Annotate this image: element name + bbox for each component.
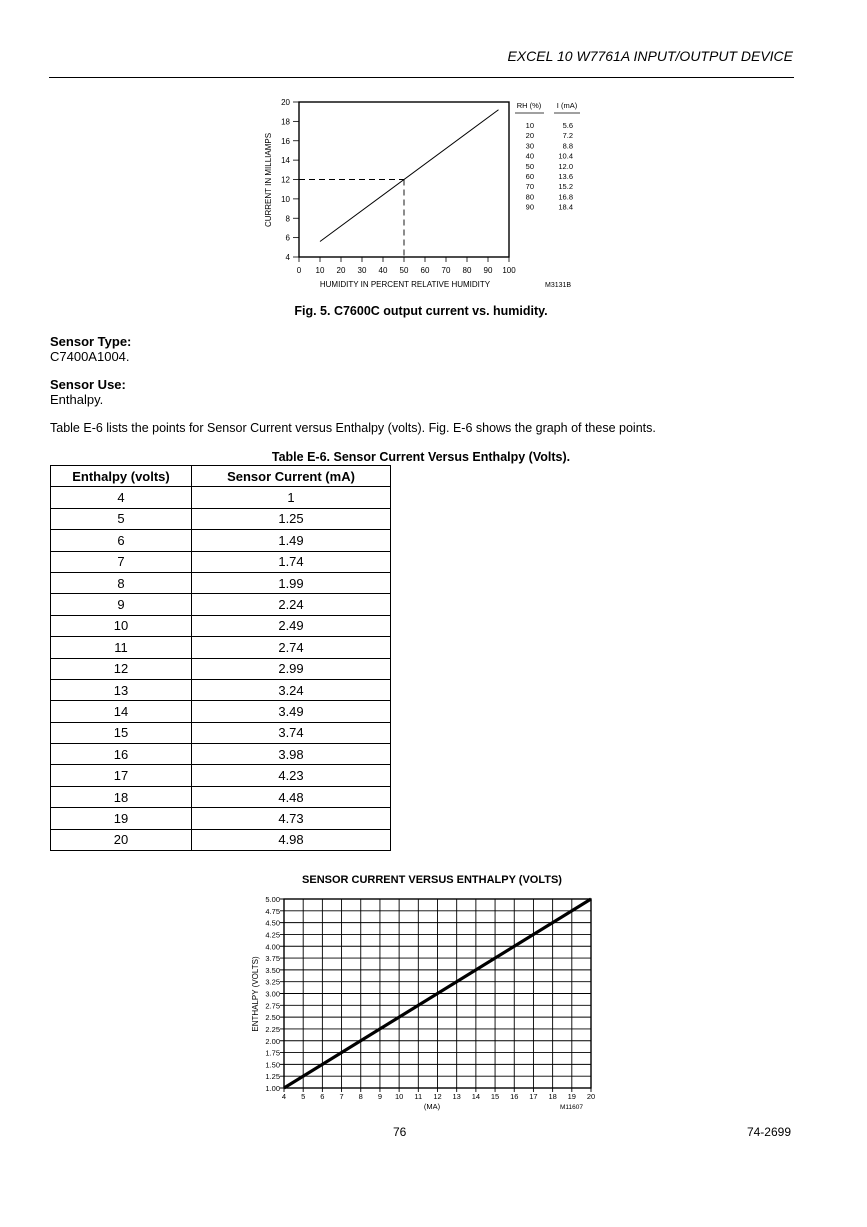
table-row <box>51 786 391 807</box>
figE6-y-tick-label: 3.25 <box>265 977 280 987</box>
fig5-table-rh: 90 <box>525 202 534 212</box>
figE6-y-tick-label: 3.75 <box>265 954 280 964</box>
table-e6 <box>50 465 391 851</box>
fig5-table-current: 8.8 <box>562 141 573 151</box>
fig5-table-current: 18.4 <box>558 202 573 212</box>
table-cell-enthalpy: 12 <box>51 658 192 679</box>
table-cell-enthalpy: 6 <box>51 530 192 551</box>
figE6-x-tick-label: 14 <box>471 1092 481 1101</box>
fig5-y-tick-label: 6 <box>285 233 290 243</box>
table-cell-sensor-current: 1 <box>192 487 391 508</box>
figure-e6-chart <box>0 868 867 1128</box>
figE6-y-tick-label: 2.50 <box>265 1013 280 1023</box>
table-row <box>51 744 391 765</box>
table-cell-sensor-current: 1.25 <box>192 508 391 529</box>
table-cell-enthalpy: 13 <box>51 679 192 700</box>
table-cell-enthalpy: 9 <box>51 594 192 615</box>
fig5-table-rh: 80 <box>525 192 534 202</box>
fig5-x-tick-label: 80 <box>462 266 472 275</box>
table-cell-enthalpy: 11 <box>51 637 192 658</box>
fig5-code: M3131B <box>545 282 572 289</box>
figE6-code: M11607 <box>560 1104 584 1111</box>
table-cell-sensor-current: 1.49 <box>192 530 391 551</box>
fig5-table-rh: 30 <box>525 141 534 151</box>
fig5-x-tick-label: 40 <box>378 266 388 275</box>
table-cell-enthalpy: 8 <box>51 572 192 593</box>
figE6-y-tick-label: 1.50 <box>265 1060 280 1070</box>
table-cell-enthalpy: 19 <box>51 808 192 829</box>
figE6-y-tick-label: 2.25 <box>265 1024 280 1034</box>
fig5-y-tick-label: 14 <box>281 156 290 166</box>
figE6-y-tick-label: 4.25 <box>265 930 280 940</box>
figE6-y-tick-label: 3.50 <box>265 965 280 975</box>
figE6-x-tick-label: 18 <box>548 1092 557 1101</box>
fig5-table-rh: 60 <box>525 172 534 181</box>
fig5-x-tick-label: 90 <box>483 266 493 275</box>
fig5-x-tick-label: 100 <box>502 266 516 275</box>
table-row <box>51 572 391 593</box>
table-row <box>51 637 391 658</box>
fig5-table-header-current: I (mA) <box>556 101 578 110</box>
fig5-y-tick-label: 4 <box>285 253 290 262</box>
table-cell-sensor-current: 3.49 <box>192 701 391 722</box>
figE6-y-tick-label: 4.75 <box>265 906 280 916</box>
fig5-table-rh: 50 <box>525 161 534 171</box>
table-cell-enthalpy: 5 <box>51 508 192 529</box>
fig5-x-tick-label: 10 <box>315 266 325 275</box>
figE6-y-tick-label: 2.75 <box>265 1001 280 1011</box>
table-cell-enthalpy: 16 <box>51 744 192 765</box>
table-cell-sensor-current: 3.98 <box>192 744 391 765</box>
figE6-x-tick-label: 12 <box>433 1092 442 1101</box>
table-cell-sensor-current: 4.48 <box>192 786 391 807</box>
figE6-y-tick-label: 4.00 <box>265 942 280 952</box>
table-cell-enthalpy: 20 <box>51 829 192 850</box>
fig5-y-tick-label: 8 <box>285 214 290 224</box>
table-cell-sensor-current: 2.24 <box>192 594 391 615</box>
figE6-x-tick-label: 7 <box>339 1092 344 1101</box>
table-row <box>51 829 391 850</box>
sensor-use-value: Enthalpy. <box>50 392 104 407</box>
intro-paragraph: Table E-6 lists the points for Sensor Current versus Enthalpy (volts). Fig. E-6 shows the graph of these points. <box>50 421 656 435</box>
figE6-x-tick-label: 8 <box>358 1092 363 1101</box>
sensor-use-block <box>50 377 126 407</box>
table-header-enthalpy: Enthalpy (volts) <box>51 466 192 487</box>
figE6-x-tick-label: 19 <box>567 1092 576 1101</box>
fig5-x-tick-label: 60 <box>420 266 430 275</box>
figE6-x-tick-label: 15 <box>490 1092 500 1101</box>
sensor-type-label: Sensor Type: <box>50 334 132 349</box>
table-row <box>51 765 391 786</box>
table-row <box>51 530 391 551</box>
table-cell-enthalpy: 4 <box>51 487 192 508</box>
table-cell-enthalpy: 14 <box>51 701 192 722</box>
fig5-y-tick-label: 16 <box>281 136 290 146</box>
fig5-table-header-rh: RH (%) <box>516 101 542 110</box>
fig5-table-current: 15.2 <box>558 182 573 192</box>
fig5-table-rh: 40 <box>525 151 534 161</box>
fig5-y-tick-label: 12 <box>281 175 290 185</box>
fig5-x-tick-label: 70 <box>441 266 451 275</box>
table-cell-sensor-current: 4.98 <box>192 829 391 850</box>
table-header-sensor-current: Sensor Current (mA) <box>192 466 391 487</box>
table-cell-sensor-current: 3.74 <box>192 722 391 743</box>
figE6-x-axis-label: (MA) <box>423 1102 441 1111</box>
sensor-use-label: Sensor Use: <box>50 377 126 392</box>
figE6-x-tick-label: 16 <box>510 1092 519 1101</box>
fig5-table-current: 13.6 <box>558 172 573 181</box>
fig5-y-tick-label: 18 <box>281 117 290 127</box>
table-cell-enthalpy: 10 <box>51 615 192 636</box>
table-row <box>51 658 391 679</box>
fig5-table-rh: 10 <box>525 121 534 130</box>
fig5-y-tick-label: 20 <box>281 98 290 107</box>
figE6-x-tick-label: 4 <box>281 1092 287 1101</box>
page-number: 76 <box>393 1125 407 1139</box>
figE6-y-tick-label: 5.00 <box>265 895 280 904</box>
figE6-x-tick-label: 9 <box>377 1092 383 1101</box>
fig5-x-tick-label: 30 <box>357 266 367 275</box>
fig5-x-tick-label: 0 <box>296 266 302 275</box>
table-row <box>51 551 391 572</box>
table-cell-enthalpy: 18 <box>51 786 192 807</box>
figE6-x-tick-label: 5 <box>301 1092 306 1101</box>
table-cell-sensor-current: 4.23 <box>192 765 391 786</box>
table-cell-enthalpy: 7 <box>51 551 192 572</box>
fig5-table-current: 10.4 <box>558 151 573 161</box>
table-row <box>51 508 391 529</box>
fig5-table-current: 7.2 <box>562 131 573 141</box>
table-row <box>51 487 391 508</box>
table-cell-sensor-current: 1.99 <box>192 572 391 593</box>
figure-5-chart <box>0 0 867 300</box>
document-number: 74-2699 <box>746 1125 791 1139</box>
document-header: EXCEL 10 W7761A INPUT/OUTPUT DEVICE <box>507 48 793 64</box>
figE6-y-tick-label: 1.75 <box>265 1048 280 1058</box>
table-cell-sensor-current: 2.99 <box>192 658 391 679</box>
figE6-x-tick-label: 10 <box>394 1092 404 1101</box>
fig5-y-tick-label: 10 <box>281 194 290 204</box>
table-row <box>51 679 391 700</box>
table-e6-title: Table E-6. Sensor Current Versus Enthalpy (Volts). <box>271 450 571 464</box>
table-cell-sensor-current: 2.74 <box>192 637 391 658</box>
figE6-y-tick-label: 3.00 <box>265 989 280 999</box>
table-row <box>51 701 391 722</box>
fig5-x-tick-label: 50 <box>399 266 409 275</box>
table-cell-sensor-current: 3.24 <box>192 679 391 700</box>
table-cell-sensor-current: 2.49 <box>192 615 391 636</box>
table-header-row <box>51 466 391 487</box>
fig5-table-current: 16.8 <box>558 192 573 202</box>
figure-5-caption: Fig. 5. C7600C output current vs. humidity. <box>294 304 548 318</box>
table-row <box>51 594 391 615</box>
figE6-y-axis-label: ENTHALPY (VOLTS) <box>251 956 260 1032</box>
sensor-type-value: C7400A1004. <box>50 349 130 364</box>
figE6-y-tick-label: 4.50 <box>265 918 280 928</box>
table-cell-enthalpy: 17 <box>51 765 192 786</box>
table-row <box>51 722 391 743</box>
figE6-title: SENSOR CURRENT VERSUS ENTHALPY (VOLTS) <box>302 874 562 886</box>
figE6-x-tick-label: 13 <box>452 1092 461 1101</box>
fig5-table-rh: 70 <box>525 182 534 192</box>
fig5-x-tick-label: 20 <box>336 266 346 275</box>
table-cell-enthalpy: 15 <box>51 722 192 743</box>
fig5-table-rh: 20 <box>525 131 534 141</box>
fig5-x-axis-label: HUMIDITY IN PERCENT RELATIVE HUMIDITY <box>319 280 491 289</box>
sensor-type-block <box>50 334 131 364</box>
fig5-y-axis-label: CURRENT IN MILLIAMPS <box>264 132 273 228</box>
fig5-table-current: 12.0 <box>558 161 573 171</box>
table-cell-sensor-current: 4.73 <box>192 808 391 829</box>
figE6-y-tick-label: 1.00 <box>265 1084 280 1093</box>
figE6-y-tick-label: 2.00 <box>265 1036 280 1046</box>
table-row <box>51 615 391 636</box>
figE6-x-tick-label: 11 <box>414 1092 423 1101</box>
table-row <box>51 808 391 829</box>
figE6-y-tick-label: 1.25 <box>265 1072 280 1082</box>
table-cell-sensor-current: 1.74 <box>192 551 391 572</box>
figE6-x-tick-label: 6 <box>320 1092 325 1101</box>
figE6-x-tick-label: 17 <box>529 1092 538 1101</box>
figE6-x-tick-label: 20 <box>586 1092 596 1101</box>
fig5-table-current: 5.6 <box>562 121 573 130</box>
fig5-series-line <box>320 110 499 242</box>
